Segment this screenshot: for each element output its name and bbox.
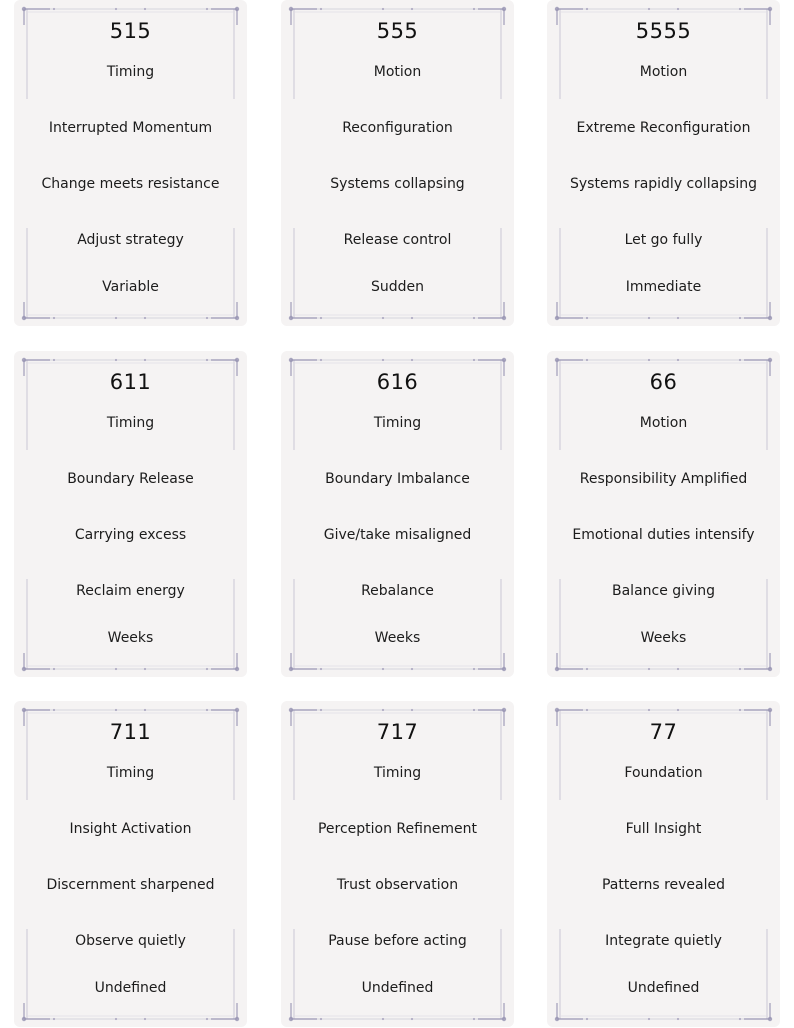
card-theme: Boundary Release xyxy=(67,471,194,487)
ornamental-frame xyxy=(281,351,514,677)
card-type: Timing xyxy=(106,415,155,431)
card-555 xyxy=(281,0,514,326)
card-616 xyxy=(281,351,514,677)
ornamental-frame xyxy=(547,701,780,1027)
card-condition: Trust observation xyxy=(336,877,459,893)
card-number: 5555 xyxy=(635,19,692,43)
card-duration: Undefined xyxy=(361,980,434,996)
card-711 xyxy=(14,701,247,1027)
card-5555 xyxy=(547,0,780,326)
card-duration: Variable xyxy=(102,279,159,295)
card-type: Motion xyxy=(639,415,688,431)
card-type: Timing xyxy=(106,64,155,80)
card-number: 66 xyxy=(649,370,678,394)
card-theme: Responsibility Amplified xyxy=(579,471,748,487)
card-condition: Patterns revealed xyxy=(601,877,726,893)
card-number: 611 xyxy=(109,370,152,394)
ornamental-frame xyxy=(14,701,247,1027)
card-duration: Sudden xyxy=(370,279,425,295)
card-action: Reclaim energy xyxy=(76,583,185,599)
ornamental-frame xyxy=(547,351,780,677)
card-theme: Reconfiguration xyxy=(342,120,453,136)
card-number: 515 xyxy=(109,19,152,43)
card-action: Rebalance xyxy=(361,583,434,599)
card-condition: Carrying excess xyxy=(74,527,187,543)
card-action: Pause before acting xyxy=(328,933,467,949)
card-duration: Weeks xyxy=(640,630,687,646)
ornamental-frame xyxy=(14,351,247,677)
ornamental-frame xyxy=(14,0,247,326)
ornamental-frame xyxy=(281,0,514,326)
card-theme: Insight Activation xyxy=(69,821,192,837)
card-number: 711 xyxy=(109,720,152,744)
card-action: Balance giving xyxy=(612,583,715,599)
card-action: Adjust strategy xyxy=(77,232,184,248)
card-611 xyxy=(14,351,247,677)
card-theme: Extreme Reconfiguration xyxy=(576,120,751,136)
card-action: Let go fully xyxy=(624,232,703,248)
card-condition: Emotional duties intensify xyxy=(572,527,755,543)
card-66 xyxy=(547,351,780,677)
card-condition: Change meets resistance xyxy=(41,176,220,192)
card-type: Motion xyxy=(639,64,688,80)
card-type: Timing xyxy=(373,415,422,431)
card-action: Release control xyxy=(343,232,452,248)
card-action: Integrate quietly xyxy=(605,933,722,949)
card-duration: Undefined xyxy=(627,980,700,996)
ornamental-frame xyxy=(281,701,514,1027)
card-condition: Discernment sharpened xyxy=(46,877,215,893)
card-theme: Interrupted Momentum xyxy=(48,120,213,136)
card-condition: Give/take misaligned xyxy=(323,527,472,543)
card-condition: Systems collapsing xyxy=(330,176,465,192)
card-duration: Undefined xyxy=(94,980,167,996)
card-duration: Weeks xyxy=(374,630,421,646)
card-515 xyxy=(14,0,247,326)
card-77 xyxy=(547,701,780,1027)
card-duration: Weeks xyxy=(107,630,154,646)
card-theme: Perception Refinement xyxy=(317,821,478,837)
card-number: 717 xyxy=(376,720,419,744)
card-action: Observe quietly xyxy=(75,933,186,949)
card-number: 77 xyxy=(649,720,678,744)
card-theme: Boundary Imbalance xyxy=(325,471,470,487)
card-number: 616 xyxy=(376,370,419,394)
card-condition: Systems rapidly collapsing xyxy=(569,176,758,192)
card-717 xyxy=(281,701,514,1027)
card-theme: Full Insight xyxy=(625,821,702,837)
card-duration: Immediate xyxy=(625,279,702,295)
ornamental-frame xyxy=(547,0,780,326)
card-type: Timing xyxy=(106,765,155,781)
card-type: Motion xyxy=(373,64,422,80)
card-number: 555 xyxy=(376,19,419,43)
card-type: Timing xyxy=(373,765,422,781)
card-type: Foundation xyxy=(624,765,703,781)
